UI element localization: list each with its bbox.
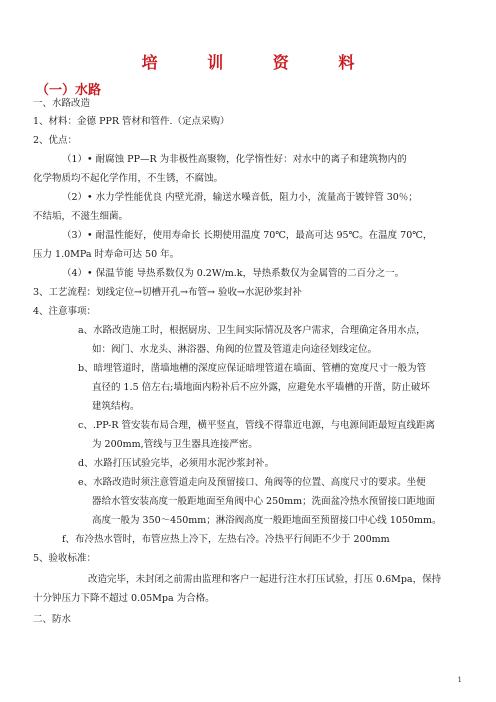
text-line: 十分钟压力下降不超过 0.05Mpa 为合格。 xyxy=(33,593,215,604)
text-line: f、布冷热水管时，布管应热上冷下，左热右冷。冷热平行间距不少于 200mm xyxy=(62,534,390,545)
text-line: 如：阀门、水龙头、淋浴器、角阀的位置及管道走向途径划线定位。 xyxy=(92,344,378,355)
text-line: b、暗埋管道时，凿墙地槽的深度应保证暗埋管道在墙面、管槽的宽度尺寸一般为管 xyxy=(78,363,427,374)
section-heading: （一）水路 xyxy=(36,83,102,98)
text-line: 不结垢，不滋生细菌。 xyxy=(33,211,129,222)
text-line: 2、优点： xyxy=(33,135,78,146)
text-line: a、水路改造施工时，根据厨房、卫生间实际情况及客户需求，合理确定各用水点， xyxy=(78,325,426,336)
text-line: 直径的 1.5 倍左右;墙地面内粉补后不应外露，应避免水平墙槽的开凿，防止破坏 xyxy=(92,382,430,393)
text-line: 5、验收标准： xyxy=(33,553,97,564)
text-line: 器给水管安装高度一般距地面至角阀中心 250mm；洗面盆冷热水预留接口距地面 xyxy=(92,496,436,507)
text-line: d、水路打压试验完毕，必须用水泥沙浆封补。 xyxy=(78,458,275,469)
text-line: 一、水路改造 xyxy=(33,98,91,109)
text-line: 压力 1.0MPa 时寿命可达 50 年。 xyxy=(33,249,180,260)
text-line: 建筑结构。 xyxy=(92,401,140,412)
text-line: （4）• 保温节能 导热系数仅为 0.2W/m.k，导热系数仅为金属管的二百分之一。 xyxy=(62,268,405,279)
text-line: 4、注意事项： xyxy=(33,306,97,317)
text-line: 化学物质均不起化学作用，不生锈，不腐蚀。 xyxy=(33,173,224,184)
text-line: 为 200mm,管线与卫生器具连接严密。 xyxy=(92,439,258,450)
text-line: 二、防水 xyxy=(33,614,72,625)
text-line: 改造完毕，未封闭之前需由监理和客户一起进行注水打压试验，打压 0.6Mpa，保持 xyxy=(88,574,442,585)
text-line: （2）• 水力学性能优良 内壁光滑，输送水噪音低，阻力小，流量高于镀锌管 30％； xyxy=(62,192,418,203)
text-line: e、水路改造时须注意管道走向及预留接口、角阀等的位置、高度尺寸的要求。坐便 xyxy=(78,477,426,488)
text-line: 高度一般为 350～450mm；淋浴阀高度一般距地面至预留接口中心线 1050mm。 xyxy=(92,515,442,526)
text-line: c、.PP-R 管安装布局合理，横平竖直，管线不得靠近电源，与电源间距最短直线距离 xyxy=(78,420,435,431)
page-title: 培 训 资 料 xyxy=(141,53,377,72)
text-line: （3）• 耐温性能好，使用寿命长 长期使用温度 70℃，最高可达 95℃。在温度 70℃， xyxy=(62,230,433,241)
text-line: （1）• 耐腐蚀 PP—R 为非极性高聚物，化学惰性好：对水中的离子和建筑物内的 xyxy=(62,154,407,165)
page-number: 1 xyxy=(457,676,462,684)
text-line: 1、材料：金德 PPR 管材和管件.（定点采购） xyxy=(33,116,230,127)
text-line: 3、工艺流程：划线定位→切槽开孔→布管→ 验收→水泥砂浆封补 xyxy=(33,287,302,298)
